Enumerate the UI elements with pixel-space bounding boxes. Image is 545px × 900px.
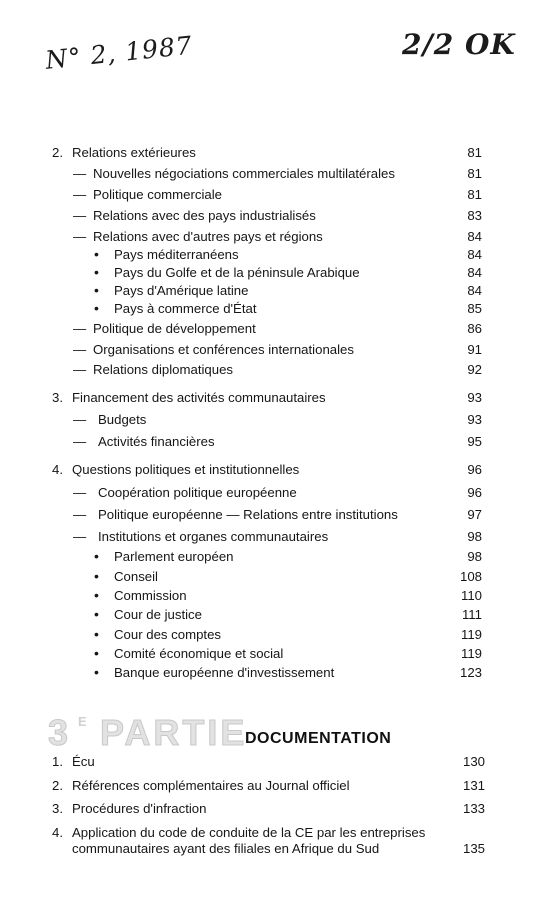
subentry-title: Conseil xyxy=(114,569,158,584)
bullet-marker: • xyxy=(94,282,99,298)
entry-title: Politique européenne — Relations entre institutions xyxy=(98,507,398,522)
entry-title: Budgets xyxy=(98,412,147,427)
entry-title: Organisations et conférences internationales xyxy=(93,342,354,357)
entry-title: Institutions et organes communautaires xyxy=(98,529,329,544)
bullet-marker: • xyxy=(94,606,99,622)
bullet-marker: • xyxy=(94,587,99,603)
dash-marker: — xyxy=(73,529,87,544)
bullet-marker: • xyxy=(94,300,99,316)
page-number: 108 xyxy=(459,569,482,584)
entry-title: Relations diplomatiques xyxy=(93,362,234,377)
subentry-title: Banque européenne d'investissement xyxy=(114,665,335,680)
subentry-title: Comité économique et social xyxy=(114,646,284,661)
subentry-title: Cour des comptes xyxy=(114,627,222,642)
entry-title: Nouvelles négociations commerciales multilatérales xyxy=(93,166,395,181)
page-number: 98 xyxy=(467,529,482,544)
dash-marker: — xyxy=(73,412,87,427)
page-number: 83 xyxy=(467,208,482,223)
subentry-title: Pays à commerce d'État xyxy=(114,301,257,316)
section-number: 2. xyxy=(52,145,63,160)
page-number: 81 xyxy=(467,145,482,160)
dash-marker: — xyxy=(73,507,87,522)
bullet-marker: • xyxy=(94,264,99,280)
section-title: Procédures d'infraction xyxy=(72,801,207,816)
subentry-title: Pays d'Amérique latine xyxy=(114,283,249,298)
bullet-marker: • xyxy=(94,664,99,680)
page-number: 119 xyxy=(460,627,482,642)
part-number-superscript: E xyxy=(78,714,87,729)
dash-marker: — xyxy=(73,166,87,181)
subentry-title: Parlement européen xyxy=(114,549,234,564)
entry-title: Politique commerciale xyxy=(93,187,222,202)
part-title: DOCUMENTATION xyxy=(245,730,392,747)
page-number: 92 xyxy=(467,362,482,377)
section-title: Écu xyxy=(72,754,95,769)
page-number: 81 xyxy=(467,166,482,181)
dash-marker: — xyxy=(73,485,87,500)
bullet-marker: • xyxy=(94,246,99,262)
subentry-title: Pays méditerranéens xyxy=(114,247,239,262)
toc-section xyxy=(52,825,485,857)
entry-title: Relations avec des pays industrialisés xyxy=(93,208,316,223)
subentry-title: Commission xyxy=(114,588,187,603)
entry-title: Politique de développement xyxy=(93,321,256,336)
page-number: 84 xyxy=(467,229,482,244)
page-number: 84 xyxy=(467,265,482,280)
page-number: 130 xyxy=(462,754,485,769)
section-number: 4. xyxy=(52,462,63,477)
dash-marker: — xyxy=(73,342,87,357)
handwritten-ok-note: 2/2 OK xyxy=(402,28,516,61)
dash-marker: — xyxy=(73,434,87,449)
dash-marker: — xyxy=(73,229,87,244)
section-title: Application du code de conduite de la CE par les entreprises xyxy=(72,825,426,840)
bullet-marker: • xyxy=(94,645,99,661)
dash-marker: — xyxy=(73,187,87,202)
handwritten-issue-note: N° 2, 1987 xyxy=(44,30,194,75)
page-number: 133 xyxy=(462,801,485,816)
page-number: 131 xyxy=(462,778,485,793)
page-number: 95 xyxy=(467,434,482,449)
page-number: 96 xyxy=(467,485,482,500)
part-number: 3 xyxy=(48,712,71,753)
subentry-title: Cour de justice xyxy=(114,607,202,622)
section-title: Questions politiques et institutionnelles xyxy=(72,462,300,477)
page-number: 86 xyxy=(467,321,482,336)
bullet-marker: • xyxy=(94,568,99,584)
page-number: 93 xyxy=(467,412,482,427)
dash-marker: — xyxy=(73,321,87,336)
section-number: 1. xyxy=(52,754,63,769)
subentry-title: Pays du Golfe et de la péninsule Arabique xyxy=(114,265,360,280)
page-number: 135 xyxy=(462,841,485,856)
bullet-marker: • xyxy=(94,548,99,564)
page-number: 93 xyxy=(467,390,482,405)
dash-marker: — xyxy=(73,362,87,377)
page-number: 123 xyxy=(459,665,482,680)
section-title: Financement des activités communautaires xyxy=(72,390,326,405)
section-number: 4. xyxy=(52,825,63,840)
page-number: 84 xyxy=(467,247,482,262)
section-title: Relations extérieures xyxy=(72,145,196,160)
part-word: PARTIE xyxy=(100,712,248,753)
section-number: 3. xyxy=(52,390,63,405)
page-number: 85 xyxy=(467,301,482,316)
page-number: 111 xyxy=(461,607,482,622)
page-number: 98 xyxy=(467,549,482,564)
section-number: 3. xyxy=(52,801,63,816)
section-title: Références complémentaires au Journal officiel xyxy=(72,778,350,793)
page-number: 84 xyxy=(467,283,482,298)
dash-marker: — xyxy=(73,208,87,223)
entry-title: Relations avec d'autres pays et régions xyxy=(93,229,323,244)
bullet-marker: • xyxy=(94,626,99,642)
page-number: 110 xyxy=(460,588,482,603)
entry-title: Coopération politique européenne xyxy=(98,485,297,500)
section-number: 2. xyxy=(52,778,63,793)
page-number: 81 xyxy=(467,187,482,202)
page-number: 119 xyxy=(460,646,482,661)
section-title-continued: communautaires ayant des filiales en Afrique du Sud xyxy=(72,841,380,856)
page-number: 91 xyxy=(467,342,482,357)
page-number: 97 xyxy=(467,507,482,522)
entry-title: Activités financières xyxy=(98,434,215,449)
page-number: 96 xyxy=(467,462,482,477)
